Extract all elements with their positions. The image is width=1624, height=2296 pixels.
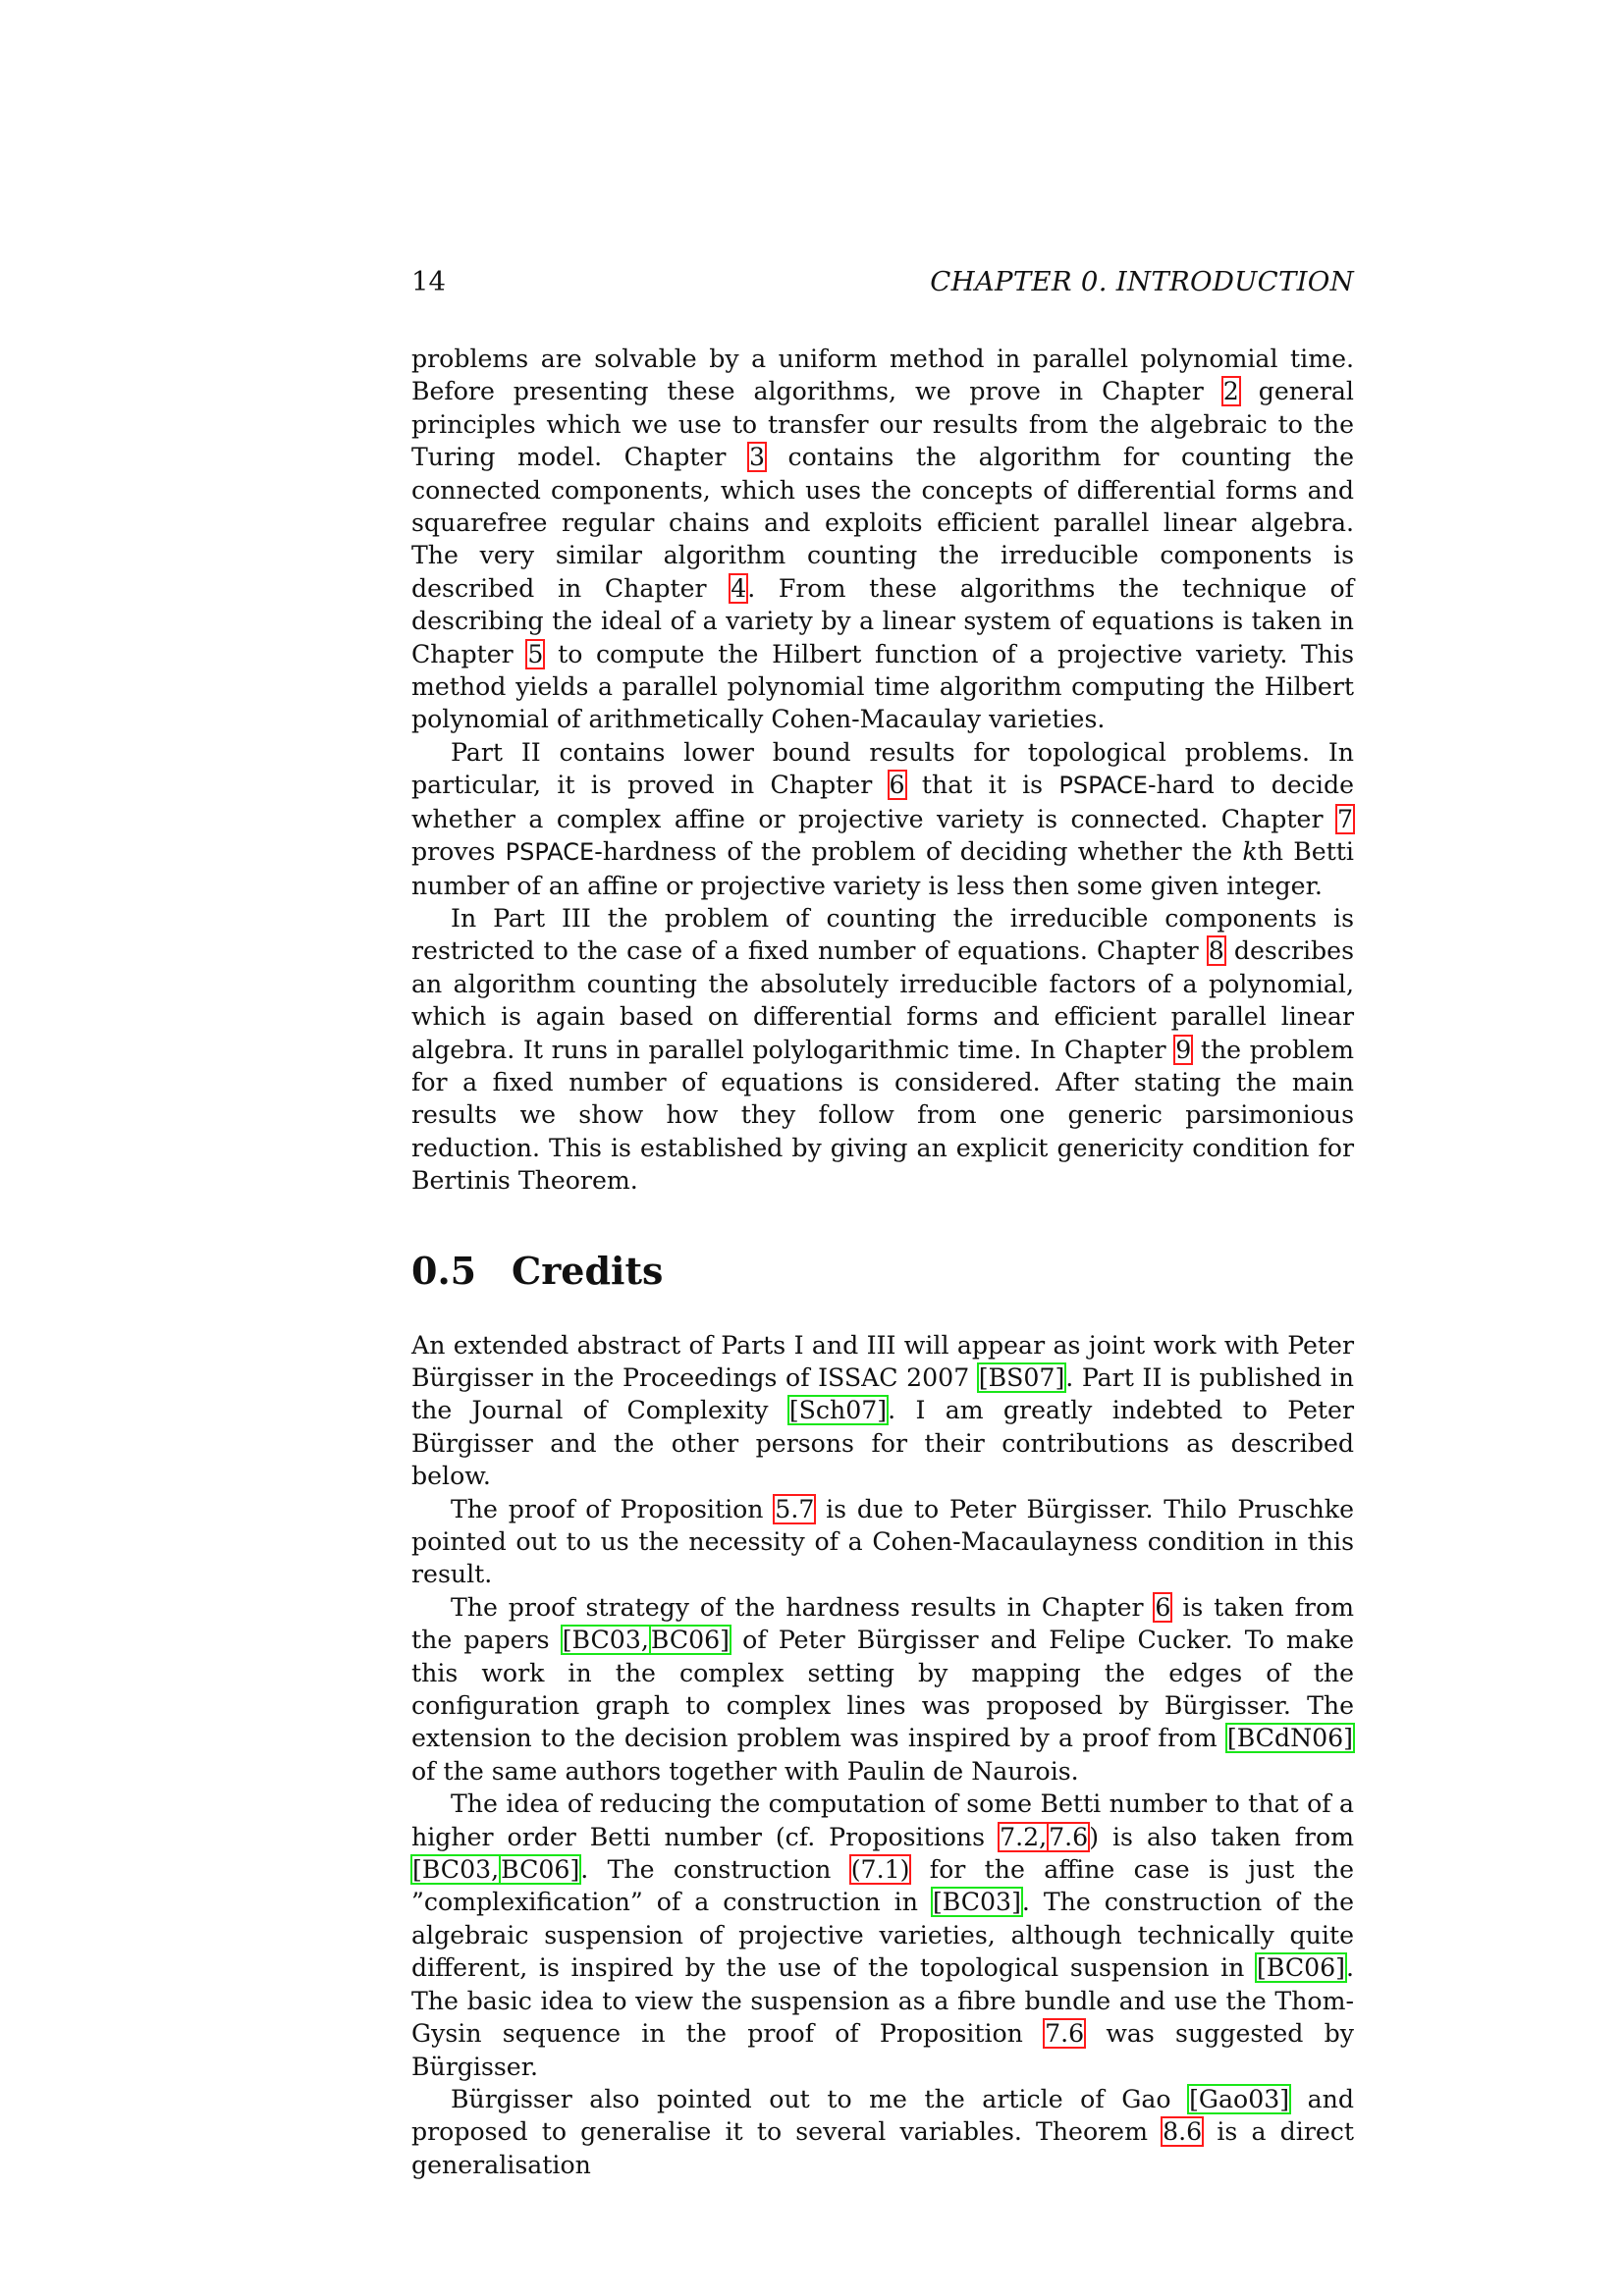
paragraph-hardness-credit: The proof strategy of the hardness results in Chapter 6 is taken from the papers [BC03,BC06] of Peter Bürgisser and Felipe Cucker. To make this work in the complex setting by mapping the edges of the configuration graph to complex lines was proposed by Bürgisser. The extension to the decision problem was inspired by a proof from [BCdN06] of the same authors together with Paulin de Naurois. bbox=[411, 1592, 1354, 1786]
chapter-link[interactable]: 6 bbox=[889, 771, 905, 800]
page-number: 14 bbox=[411, 266, 446, 297]
citation-link[interactable]: [Sch07] bbox=[788, 1396, 888, 1425]
proposition-link[interactable]: 5.7 bbox=[775, 1494, 815, 1523]
section-title: Credits bbox=[512, 1248, 664, 1293]
theorem-link[interactable]: 8.6 bbox=[1163, 2117, 1203, 2147]
citation-link[interactable]: [BS07] bbox=[978, 1362, 1065, 1392]
chapter-link[interactable]: 2 bbox=[1222, 377, 1239, 406]
complexity-class: PSPACE bbox=[505, 838, 595, 867]
citation-link[interactable]: [Gao03] bbox=[1189, 2084, 1290, 2113]
section-number: 0.5 bbox=[411, 1248, 477, 1293]
proposition-link[interactable]: 7.6 bbox=[1049, 1822, 1089, 1851]
complexity-class: PSPACE bbox=[1058, 772, 1148, 800]
paragraph-gao-credit: Bürgisser also pointed out to me the article of Gao [Gao03] and proposed to generalise it to several variables. Theorem 8.6 is a direct generalisation bbox=[411, 2084, 1354, 2179]
citation-link[interactable]: [BC03, bbox=[412, 1855, 500, 1885]
paragraph-betti-credit: The idea of reducing the computation of some Betti number to that of a higher order Betti number (cf. Propositions 7.2,7.6) is also taken from [BC03,BC06]. The construction (7.1) for the affine case is just the ”complexification” of a construction in [BC03]. The construction of the algebraic suspension of projective varieties, although technically quite different, is inspired by the use of the topological suspension in [BC06]. The basic idea to view the suspension as a fibre bundle and use the Thom-Gysin sequence in the proof of Proposition 7.6 was suggested by Bürgisser. bbox=[411, 1789, 1354, 2081]
paragraph-proposition-credit: The proof of Proposition 5.7 is due to Peter Bürgisser. Thilo Pruschke pointed out to us the necessity of a Cohen-Macaulayness condition in this result. bbox=[411, 1494, 1354, 1589]
proposition-link[interactable]: 7.6 bbox=[1045, 2019, 1085, 2049]
chapter-link[interactable]: 7 bbox=[1336, 804, 1353, 833]
chapter-link[interactable]: 4 bbox=[731, 573, 747, 603]
math-variable: k bbox=[1242, 837, 1258, 867]
citation-link[interactable]: BC06] bbox=[501, 1855, 580, 1885]
paragraph-part-two: Part II contains lower bound results for topological problems. In particular, it is proved in Chapter 6 that it is PSPACE-hard to decide whether a complex affine or projective variety is connected. Chapter 7 proves PSPACE-hardness of the problem of deciding whether the kth Betti number of an affine or projective variety is less then some given integer. bbox=[411, 737, 1354, 900]
citation-link[interactable]: [BC03] bbox=[932, 1888, 1021, 1917]
chapter-title: CHAPTER 0. INTRODUCTION bbox=[930, 266, 1354, 297]
paragraph-chapter-overview: problems are solvable by a uniform method in parallel polynomial time. Before presenting these algorithms, we prove in Chapter 2 general principles which we use to transfer our results from the algebraic to the Turing model. Chapter 3 contains the algorithm for counting the connected components, which uses the concepts of differential forms and squarefree regular chains and exploits efficient parallel linear algebra. The very similar algorithm counting the irreducible components is described in Chapter 4. From these algorithms the technique of describing the ideal of a variety by a linear system of equations is taken in Chapter 5 to compute the Hilbert function of a projective variety. This method yields a parallel polynomial time algorithm computing the Hilbert polynomial of arithmetically Cohen-Macaulay varieties. bbox=[411, 345, 1355, 734]
chapter-link[interactable]: 5 bbox=[527, 639, 544, 668]
chapter-link[interactable]: 9 bbox=[1175, 1035, 1192, 1064]
chapter-link[interactable]: 6 bbox=[1155, 1592, 1171, 1622]
paragraph-part-three: In Part III the problem of counting the irreducible components is restricted to the case of a fixed number of equations. Chapter 8 describes an algorithm counting the absolutely irreducible factors of a polynomial, which is again based on differential forms and efficient parallel linear algebra. It runs in parallel polylogarithmic time. In Chapter 9 the problem for a fixed number of equations is considered. After stating the main results we show how they follow from one generic parsimonious reduction. This is established by giving an explicit genericity condition for Bertinis Theorem. bbox=[411, 903, 1355, 1196]
paragraph-credits-intro: An extended abstract of Parts I and III will appear as joint work with Peter Bürgisser in the Proceedings of ISSAC 2007 [BS07]. Part II is published in the Journal of Complexity [Sch07]. I am greatly indebted to Peter Bürgisser and the other persons for their contributions as described below. bbox=[411, 1330, 1354, 1491]
citation-link[interactable]: BC06] bbox=[650, 1626, 730, 1655]
citation-link[interactable]: [BC06] bbox=[1257, 1953, 1345, 1983]
citation-link[interactable]: [BCdN06] bbox=[1226, 1724, 1353, 1753]
equation-link[interactable]: (7.1) bbox=[850, 1855, 910, 1885]
citation-link[interactable]: [BC03, bbox=[562, 1626, 649, 1655]
proposition-link[interactable]: 7.2, bbox=[1000, 1822, 1048, 1851]
main-text bbox=[411, 343, 1354, 2181]
chapter-link[interactable]: 8 bbox=[1208, 936, 1224, 966]
chapter-link[interactable]: 3 bbox=[748, 443, 765, 472]
section-heading bbox=[411, 1249, 1354, 1294]
